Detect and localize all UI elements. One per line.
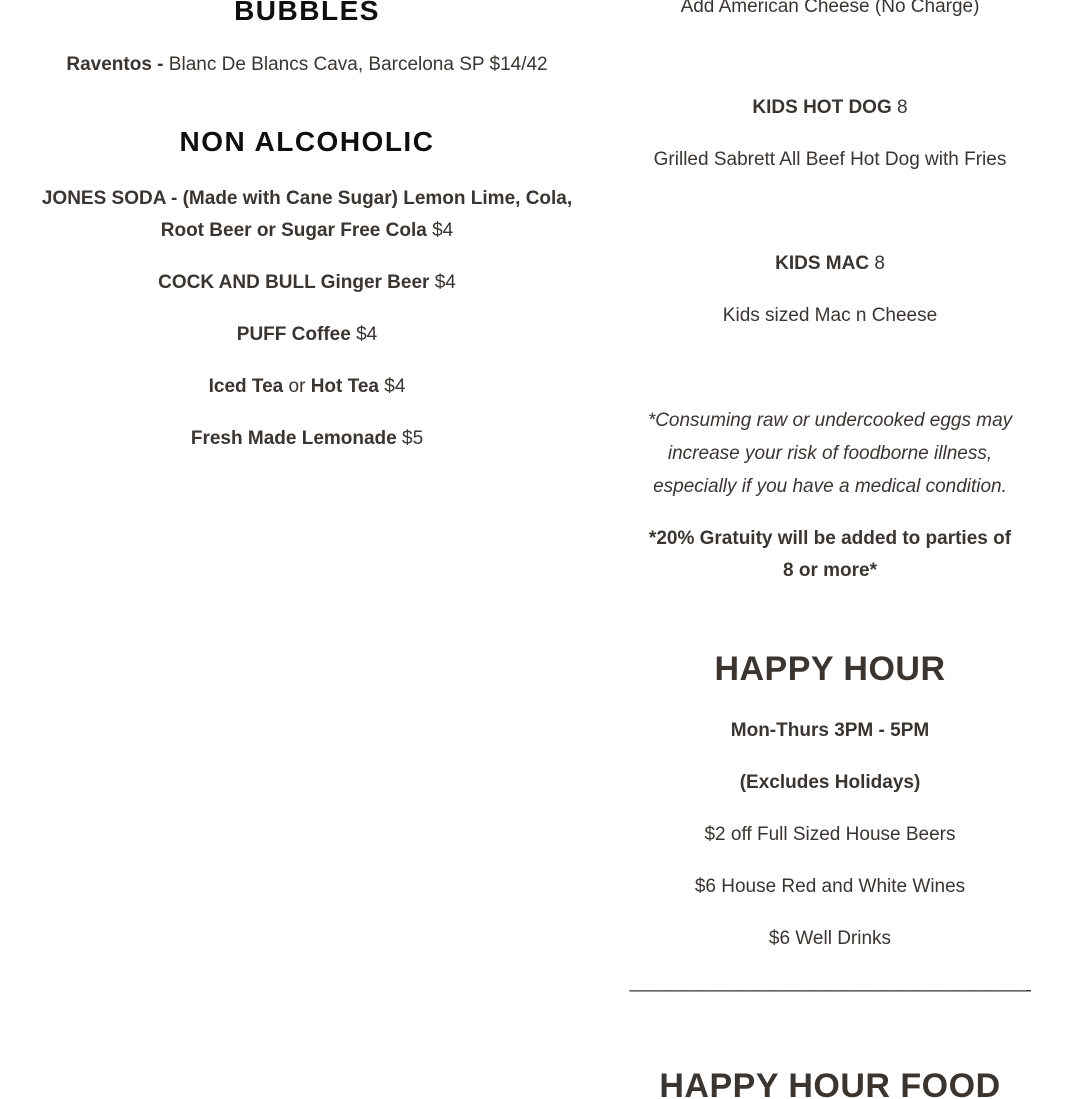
or-text: or bbox=[288, 376, 306, 397]
item-name: Raventos - bbox=[66, 54, 164, 75]
menu-item-tea bbox=[18, 371, 596, 403]
item-price: 8 bbox=[897, 97, 908, 118]
item-price: $4 bbox=[384, 376, 406, 397]
item-name: Iced Tea bbox=[208, 376, 284, 397]
happy-hour-days: Mon-Thurs 3PM - 5PM bbox=[730, 720, 930, 741]
item-price: $4 bbox=[434, 272, 456, 293]
happy-hour-deal: $2 off Full Sized House Beers bbox=[704, 824, 956, 845]
item-price: 8 bbox=[874, 253, 885, 274]
item-price: $4 bbox=[356, 324, 378, 345]
cheese-addon-text: Add American Cheese (No Charge) bbox=[680, 0, 980, 17]
food-safety-warning-line2: increase your risk of foodborne illness, bbox=[667, 443, 993, 464]
item-name: COCK AND BULL Ginger Beer bbox=[158, 272, 430, 293]
kids-hot-dog-description: Grilled Sabrett All Beef Hot Dog with Fries bbox=[653, 149, 1007, 170]
item-price: $5 bbox=[402, 428, 424, 449]
menu-item-raventos bbox=[18, 49, 596, 81]
item-name: KIDS HOT DOG bbox=[752, 97, 892, 118]
food-safety-warning-line3: especially if you have a medical condition. bbox=[653, 476, 1007, 497]
bubbles-heading: BUBBLES bbox=[234, 0, 380, 26]
jones-soda-line1: JONES SODA - (Made with Cane Sugar) Lemon Lime, Cola, bbox=[41, 188, 573, 209]
item-name: Hot Tea bbox=[310, 376, 379, 397]
menu-item-kids-hot-dog bbox=[620, 92, 1040, 124]
happy-hour-food-heading: HAPPY HOUR FOOD bbox=[659, 1067, 1001, 1099]
item-name: PUFF Coffee bbox=[236, 324, 351, 345]
item-name: Fresh Made Lemonade bbox=[190, 428, 397, 449]
menu-item-puff-coffee bbox=[18, 319, 596, 351]
item-name: KIDS MAC bbox=[775, 253, 870, 274]
food-safety-warning-line1: *Consuming raw or undercooked eggs may bbox=[647, 410, 1013, 431]
kids-mac-description: Kids sized Mac n Cheese bbox=[722, 305, 938, 326]
menu-item-lemonade bbox=[18, 423, 596, 455]
happy-hour-heading: HAPPY HOUR bbox=[714, 650, 946, 688]
happy-hour-deal: $6 House Red and White Wines bbox=[694, 876, 966, 897]
section-divider: ——————————————————————- bbox=[629, 980, 1031, 1001]
item-price: $4 bbox=[432, 220, 454, 241]
item-description: Blanc De Blancs Cava, Barcelona SP $14/42 bbox=[168, 54, 548, 75]
menu-item-kids-mac bbox=[620, 248, 1040, 280]
happy-hour-deal: $6 Well Drinks bbox=[768, 928, 892, 949]
item-name: Root Beer or Sugar Free Cola bbox=[160, 220, 427, 241]
gratuity-notice-line2: 8 or more* bbox=[783, 560, 877, 581]
non-alcoholic-heading: NON ALCOHOLIC bbox=[179, 126, 435, 157]
happy-hour-excludes: (Excludes Holidays) bbox=[739, 772, 921, 793]
menu-item-cock-and-bull bbox=[18, 267, 596, 299]
jones-soda-line2 bbox=[18, 215, 596, 247]
gratuity-notice-line1: *20% Gratuity will be added to parties of bbox=[648, 528, 1012, 549]
